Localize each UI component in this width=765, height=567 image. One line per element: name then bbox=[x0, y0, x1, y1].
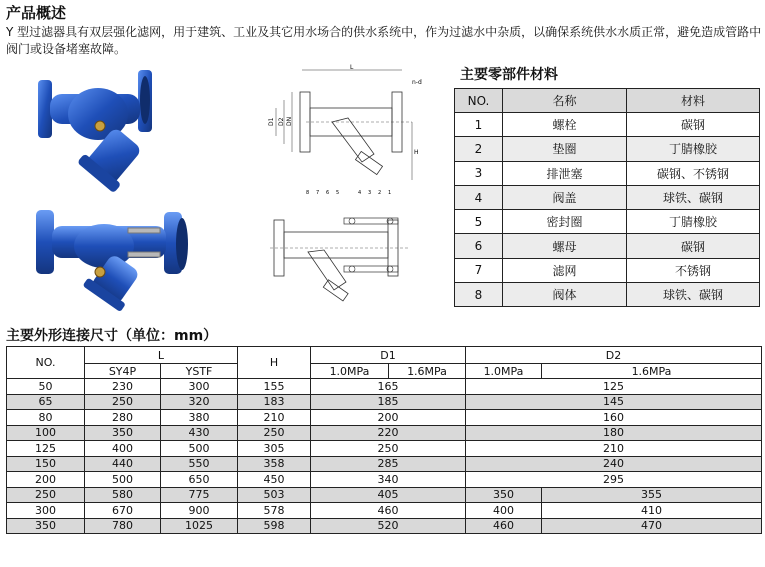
cell-sy4p: 250 bbox=[85, 394, 161, 410]
cell-d1: 340 bbox=[311, 472, 466, 488]
cell-ystf: 900 bbox=[161, 503, 238, 519]
cell-sy4p: 230 bbox=[85, 379, 161, 395]
cell-no: 8 bbox=[455, 283, 503, 307]
table-row bbox=[455, 210, 760, 234]
cell-d1: 165 bbox=[311, 379, 466, 395]
cell-no: 65 bbox=[7, 394, 85, 410]
cell-d1: 220 bbox=[311, 425, 466, 441]
cell-no: 1 bbox=[455, 113, 503, 137]
cell-d1: 460 bbox=[311, 503, 466, 519]
col-header-d1-10mpa: 1.0MPa bbox=[311, 364, 389, 379]
svg-text:6: 6 bbox=[326, 190, 330, 196]
section-title-overview: 产品概述 bbox=[6, 4, 67, 22]
cell-no: 250 bbox=[7, 487, 85, 503]
table-row bbox=[455, 137, 760, 161]
intro-paragraph: Y 型过滤器具有双层强化滤网，用于建筑、工业及其它用水场合的供水系统中，作为过滤水中杂质，以确保系统供水水质正常，避免造成管路中阀门或设备堵塞故障。 bbox=[6, 25, 762, 56]
label-D1: D1 bbox=[268, 117, 275, 126]
cell-no: 80 bbox=[7, 410, 85, 426]
cell-d1: 250 bbox=[311, 441, 466, 457]
svg-text:1: 1 bbox=[388, 190, 392, 196]
cell-d2: 145 bbox=[466, 394, 762, 410]
dimensions-table-title: 主要外形连接尺寸（单位：mm） bbox=[6, 328, 218, 344]
cell-h: 155 bbox=[238, 379, 311, 395]
table-row bbox=[7, 487, 762, 503]
cell-ystf: 775 bbox=[161, 487, 238, 503]
cell-material: 球铁、碳钢 bbox=[627, 283, 760, 307]
col-header-D1: D1 bbox=[311, 347, 466, 364]
cell-no: 2 bbox=[455, 137, 503, 161]
cell-h: 210 bbox=[238, 410, 311, 426]
table-header-row bbox=[7, 347, 762, 364]
cell-sy4p: 350 bbox=[85, 425, 161, 441]
col-header-d1-16mpa: 1.6MPa bbox=[389, 364, 466, 379]
cell-h: 305 bbox=[238, 441, 311, 457]
col-header-L: L bbox=[85, 347, 238, 364]
cell-name: 排泄塞 bbox=[503, 161, 627, 185]
cell-no: 7 bbox=[455, 258, 503, 282]
cell-ystf: 1025 bbox=[161, 518, 238, 534]
cell-h: 503 bbox=[238, 487, 311, 503]
cell-material: 碳钢 bbox=[627, 113, 760, 137]
cell-no: 100 bbox=[7, 425, 85, 441]
cell-h: 450 bbox=[238, 472, 311, 488]
svg-text:8: 8 bbox=[306, 190, 310, 196]
label-H: H bbox=[414, 149, 419, 156]
cell-d2-10mpa: 460 bbox=[466, 518, 542, 534]
cell-d1: 405 bbox=[311, 487, 466, 503]
table-row bbox=[7, 425, 762, 441]
table-subheader-row bbox=[7, 364, 762, 379]
cell-d2: 210 bbox=[466, 441, 762, 457]
cell-material: 球铁、碳钢 bbox=[627, 185, 760, 209]
cell-sy4p: 580 bbox=[85, 487, 161, 503]
table-row bbox=[7, 379, 762, 395]
cell-h: 183 bbox=[238, 394, 311, 410]
cell-h: 250 bbox=[238, 425, 311, 441]
cell-no: 4 bbox=[455, 185, 503, 209]
col-header-ystf: YSTF bbox=[161, 364, 238, 379]
label-L: L bbox=[350, 64, 354, 71]
col-header-sy4p: SY4P bbox=[85, 364, 161, 379]
cell-name: 垫圈 bbox=[503, 137, 627, 161]
table-row bbox=[455, 283, 760, 307]
cell-name: 阀体 bbox=[503, 283, 627, 307]
cell-d2: 180 bbox=[466, 425, 762, 441]
cell-sy4p: 280 bbox=[85, 410, 161, 426]
col-header-d2-10mpa: 1.0MPa bbox=[466, 364, 542, 379]
cell-no: 300 bbox=[7, 503, 85, 519]
svg-text:5: 5 bbox=[336, 190, 340, 196]
cell-d1: 185 bbox=[311, 394, 466, 410]
cell-name: 密封圈 bbox=[503, 210, 627, 234]
cell-d2-10mpa: 400 bbox=[466, 503, 542, 519]
svg-text:2: 2 bbox=[378, 190, 382, 196]
cell-d1: 200 bbox=[311, 410, 466, 426]
cell-d2: 240 bbox=[466, 456, 762, 472]
cell-ystf: 650 bbox=[161, 472, 238, 488]
svg-text:7: 7 bbox=[316, 190, 320, 196]
table-row bbox=[7, 410, 762, 426]
col-header-no: NO. bbox=[7, 347, 85, 379]
col-header-name: 名称 bbox=[503, 89, 627, 113]
table-row bbox=[455, 258, 760, 282]
cell-ystf: 320 bbox=[161, 394, 238, 410]
cell-ystf: 380 bbox=[161, 410, 238, 426]
technical-drawing-elevation bbox=[262, 62, 422, 200]
cell-no: 350 bbox=[7, 518, 85, 534]
cell-name: 滤网 bbox=[503, 258, 627, 282]
cell-material: 丁腈橡胶 bbox=[627, 210, 760, 234]
svg-text:3: 3 bbox=[368, 190, 372, 196]
label-D2: D2 bbox=[278, 117, 285, 126]
table-row bbox=[7, 394, 762, 410]
cell-d2-16mpa: 355 bbox=[542, 487, 762, 503]
technical-drawing-side bbox=[268, 212, 418, 306]
cell-d2: 160 bbox=[466, 410, 762, 426]
table-row bbox=[7, 503, 762, 519]
cell-d2: 295 bbox=[466, 472, 762, 488]
svg-text:4: 4 bbox=[358, 190, 362, 196]
cell-no: 125 bbox=[7, 441, 85, 457]
cell-sy4p: 670 bbox=[85, 503, 161, 519]
cell-name: 螺母 bbox=[503, 234, 627, 258]
cell-material: 丁腈橡胶 bbox=[627, 137, 760, 161]
cell-name: 螺栓 bbox=[503, 113, 627, 137]
cell-ystf: 500 bbox=[161, 441, 238, 457]
cell-d2-16mpa: 410 bbox=[542, 503, 762, 519]
parts-material-table bbox=[454, 88, 760, 307]
label-n-d: n-d bbox=[412, 79, 422, 86]
cell-sy4p: 500 bbox=[85, 472, 161, 488]
product-photo-front bbox=[20, 62, 170, 202]
table-row bbox=[455, 185, 760, 209]
cell-d2-10mpa: 350 bbox=[466, 487, 542, 503]
col-header-d2-16mpa: 1.6MPa bbox=[542, 364, 762, 379]
col-header-H: H bbox=[238, 347, 311, 379]
cell-material: 碳钢、不锈钢 bbox=[627, 161, 760, 185]
col-header-D2: D2 bbox=[466, 347, 762, 364]
col-header-no: NO. bbox=[455, 89, 503, 113]
label-DN: DN bbox=[286, 116, 293, 126]
cell-h: 598 bbox=[238, 518, 311, 534]
cell-d2: 125 bbox=[466, 379, 762, 395]
cell-no: 5 bbox=[455, 210, 503, 234]
cell-h: 358 bbox=[238, 456, 311, 472]
cell-material: 碳钢 bbox=[627, 234, 760, 258]
cell-name: 阀盖 bbox=[503, 185, 627, 209]
cell-d1: 520 bbox=[311, 518, 466, 534]
cell-sy4p: 440 bbox=[85, 456, 161, 472]
table-row bbox=[455, 161, 760, 185]
table-row bbox=[455, 234, 760, 258]
cell-d2-16mpa: 470 bbox=[542, 518, 762, 534]
cell-no: 6 bbox=[455, 234, 503, 258]
cell-sy4p: 780 bbox=[85, 518, 161, 534]
table-header-row bbox=[455, 89, 760, 113]
cell-no: 50 bbox=[7, 379, 85, 395]
table-row bbox=[7, 441, 762, 457]
cell-no: 150 bbox=[7, 456, 85, 472]
table-row bbox=[7, 472, 762, 488]
cell-ystf: 550 bbox=[161, 456, 238, 472]
table-row bbox=[455, 113, 760, 137]
cell-h: 578 bbox=[238, 503, 311, 519]
cell-ystf: 430 bbox=[161, 425, 238, 441]
cell-ystf: 300 bbox=[161, 379, 238, 395]
cell-material: 不锈钢 bbox=[627, 258, 760, 282]
col-header-material: 材料 bbox=[627, 89, 760, 113]
product-photo-side bbox=[32, 206, 192, 312]
dimensions-table bbox=[6, 346, 762, 534]
cell-d1: 285 bbox=[311, 456, 466, 472]
table-row bbox=[7, 518, 762, 534]
cell-sy4p: 400 bbox=[85, 441, 161, 457]
cell-no: 200 bbox=[7, 472, 85, 488]
parts-table-title: 主要零部件材料 bbox=[460, 67, 558, 83]
table-row bbox=[7, 456, 762, 472]
cell-no: 3 bbox=[455, 161, 503, 185]
